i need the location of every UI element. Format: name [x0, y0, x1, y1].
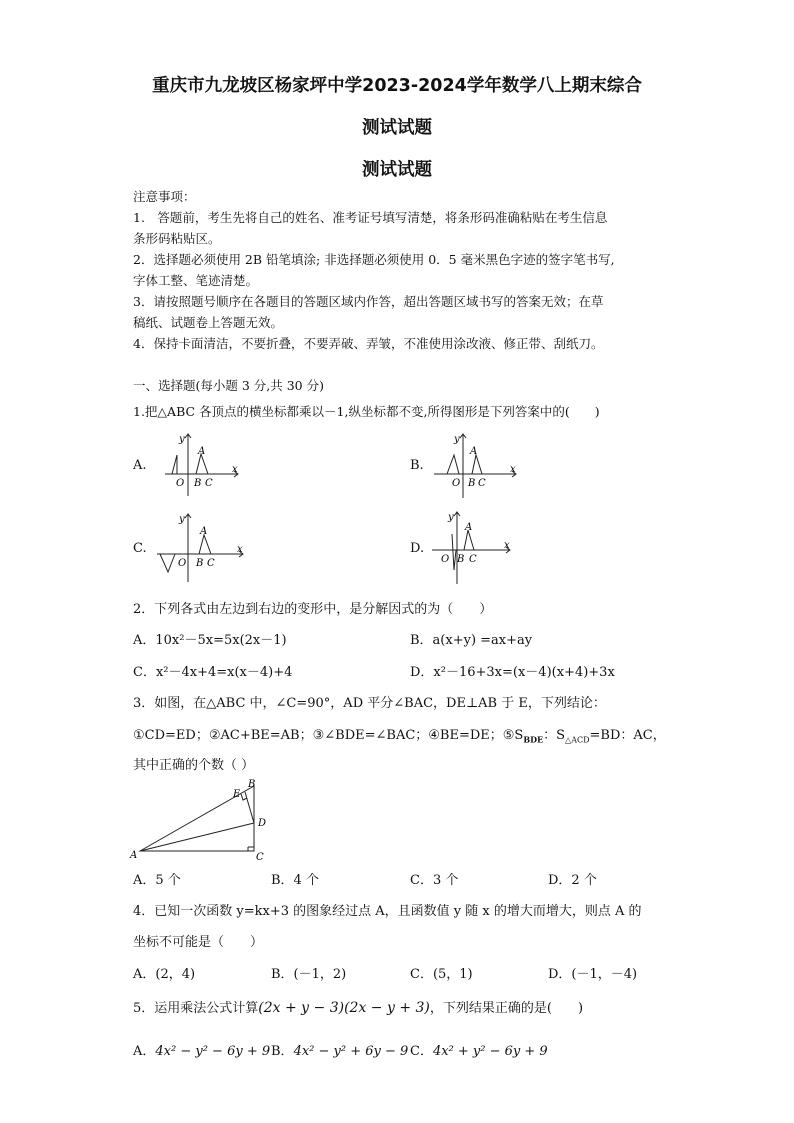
segment-de [245, 792, 254, 823]
point-a-label: A [470, 446, 478, 457]
point-c-label: C [478, 478, 486, 489]
q3-conclusions-tail: =BD：AC， [589, 728, 666, 743]
q4-option-d: D．(－1，－4) [548, 967, 638, 982]
notice-heading: 注意事项： [133, 189, 196, 204]
q5-option-c-label: C． [410, 1044, 433, 1059]
triangle-abc [464, 530, 474, 550]
vertex-a-label: A [130, 850, 138, 861]
point-d-label: D [258, 818, 267, 829]
q1-graph-b [432, 430, 522, 500]
doc-title-line1: 重庆市九龙坡区杨家坪中学2023-2024学年数学八上期末综合 [152, 76, 642, 96]
q4-option-b: B．(－1，2) [271, 967, 347, 982]
point-c-label: C [469, 554, 477, 565]
notice-line: 字体工整、笔迹清楚。 [133, 273, 259, 288]
triangle-left [172, 455, 177, 474]
point-e-label: E [233, 789, 241, 800]
y-label: y [448, 512, 454, 523]
q3-option-c: C．3 个 [410, 873, 459, 888]
x-label: x [504, 540, 510, 551]
origin-label: O [178, 558, 187, 569]
q3-subscript-acd: △ACD [565, 735, 590, 745]
q3-stem: 3．如图，在△ABC 中，∠C=90°，AD 平分∠BAC，DE⊥AB 于 E，下列结论： [133, 696, 606, 711]
q1-option-d-label: D. [410, 541, 425, 556]
x-label: x [232, 464, 238, 475]
point-a-label: A [200, 526, 208, 537]
q1-stem: 1.把△ABC 各顶点的横坐标都乘以－1,纵坐标都不变,所得图形是下列答案中的( ) [133, 404, 600, 419]
q1-option-b-label: B. [410, 458, 424, 473]
q3-option-a: A．5 个 [133, 873, 181, 888]
x-label: x [237, 544, 243, 555]
q5-stem [133, 997, 583, 1016]
point-a-label: A [465, 522, 473, 533]
q3-option-d: D．2 个 [548, 873, 597, 888]
q2-option-d: D．x²－16+3x=(x－4)(x+4)+3x [410, 665, 615, 680]
notice-line: 4．保持卡面清洁，不要折叠，不要弄破、弄皱，不准使用涂改液、修正带、刮纸刀。 [133, 336, 604, 351]
q3-conclusions-text: ①CD=ED；②AC+BE=AB；③∠BDE=∠BAC；④BE=DE；⑤S [133, 728, 524, 743]
point-c-label: C [205, 478, 213, 489]
vertex-c-label: C [256, 852, 264, 863]
point-b-label: B [468, 478, 476, 489]
q3-triangle-figure [128, 778, 273, 863]
q5-option-a [133, 1040, 270, 1059]
point-c-label: C [207, 558, 215, 569]
y-label: y [179, 514, 185, 525]
origin-label: O [452, 478, 461, 489]
q3-conclusions [133, 724, 666, 745]
q5-option-c [410, 1040, 548, 1059]
point-a-label: A [198, 446, 206, 457]
q5-option-a-expr: 4x² − y² − 6y + 9 [155, 1044, 271, 1059]
q5-option-b-label: B． [271, 1044, 294, 1059]
q1-graph-c [155, 510, 250, 585]
notice-line: 条形码粘贴区。 [133, 231, 221, 246]
point-b-label: B [457, 554, 465, 565]
q1-option-a-label: A. [133, 458, 147, 473]
q5-expression: (2x + y − 3)(2x − y + 3) [258, 1000, 430, 1016]
triangle-abc [199, 535, 211, 554]
q3-conclusions-mid: ：S [543, 728, 566, 743]
q5-stem-text: 5．运用乘法公式计算 [133, 1001, 259, 1016]
q5-option-b-expr: 4x² − y² + 6y − 9 [293, 1044, 409, 1059]
notice-line: 稿纸、试题卷上答题无效。 [133, 315, 284, 330]
notice-line: 3．请按照题号顺序在各题目的答题区域内作答，超出答题区域书写的答案无效；在草 [133, 294, 604, 309]
q4-stem-cont: 坐标不可能是（ ） [133, 935, 264, 950]
section-heading: 一、选择题(每小题 3 分,共 30 分) [133, 378, 324, 393]
q4-option-c: C．(5，1) [410, 967, 473, 982]
q5-option-b [271, 1040, 408, 1059]
q1-graph-a [160, 430, 240, 500]
q3-ask: 其中正确的个数（ ） [133, 758, 255, 773]
segment-ad [140, 823, 254, 851]
point-b-label: B [194, 478, 202, 489]
q2-option-c: C．x²－4x+4=x(x－4)+4 [133, 665, 293, 680]
x-label: x [510, 464, 516, 475]
y-label: y [179, 434, 185, 445]
vertex-b-label: B [248, 779, 256, 790]
doc-title-line2: 测试试题 [362, 118, 432, 138]
q4-stem: 4．已知一次函数 y=kx+3 的图象经过点 A，且函数值 y 随 x 的增大而增大，则点 A 的 [133, 904, 642, 919]
point-b-label: B [196, 558, 204, 569]
q2-option-a: A．10x²－5x=5x(2x－1) [133, 633, 287, 648]
q3-option-b: B．4 个 [271, 873, 319, 888]
notice-line: 1. 答题前，考生先将自己的姓名、准考证号填写清楚，将条形码准确粘贴在考生信息 [133, 210, 608, 225]
q5-stem-tail: ，下列结果正确的是( ) [429, 1001, 584, 1016]
origin-label: O [176, 478, 185, 489]
q4-option-a: A．(2，4) [133, 967, 196, 982]
q1-graph-d [430, 508, 515, 586]
q5-option-c-expr: 4x² + y² − 6y + 9 [432, 1044, 548, 1059]
q3-subscript-bde: BDE [523, 734, 544, 745]
triangle-left [160, 554, 175, 572]
triangle-left [452, 534, 456, 570]
origin-label: O [441, 554, 450, 565]
q2-stem: 2．下列各式由左边到右边的变形中，是分解因式的为（ ） [133, 602, 493, 617]
q1-option-c-label: C. [133, 541, 147, 556]
triangle-abc [196, 454, 208, 474]
triangle-abc [472, 455, 482, 474]
doc-title-line3: 测试试题 [362, 160, 432, 180]
q2-option-b: B．a(x+y) =ax+ay [410, 633, 533, 648]
triangle-left [447, 455, 459, 474]
y-label: y [454, 434, 460, 445]
q5-option-a-label: A． [133, 1044, 156, 1059]
notice-line: 2．选择题必须使用 2B 铅笔填涂; 非选择题必须使用 0．5 毫米黑色字迹的签字笔书写, [133, 252, 615, 267]
